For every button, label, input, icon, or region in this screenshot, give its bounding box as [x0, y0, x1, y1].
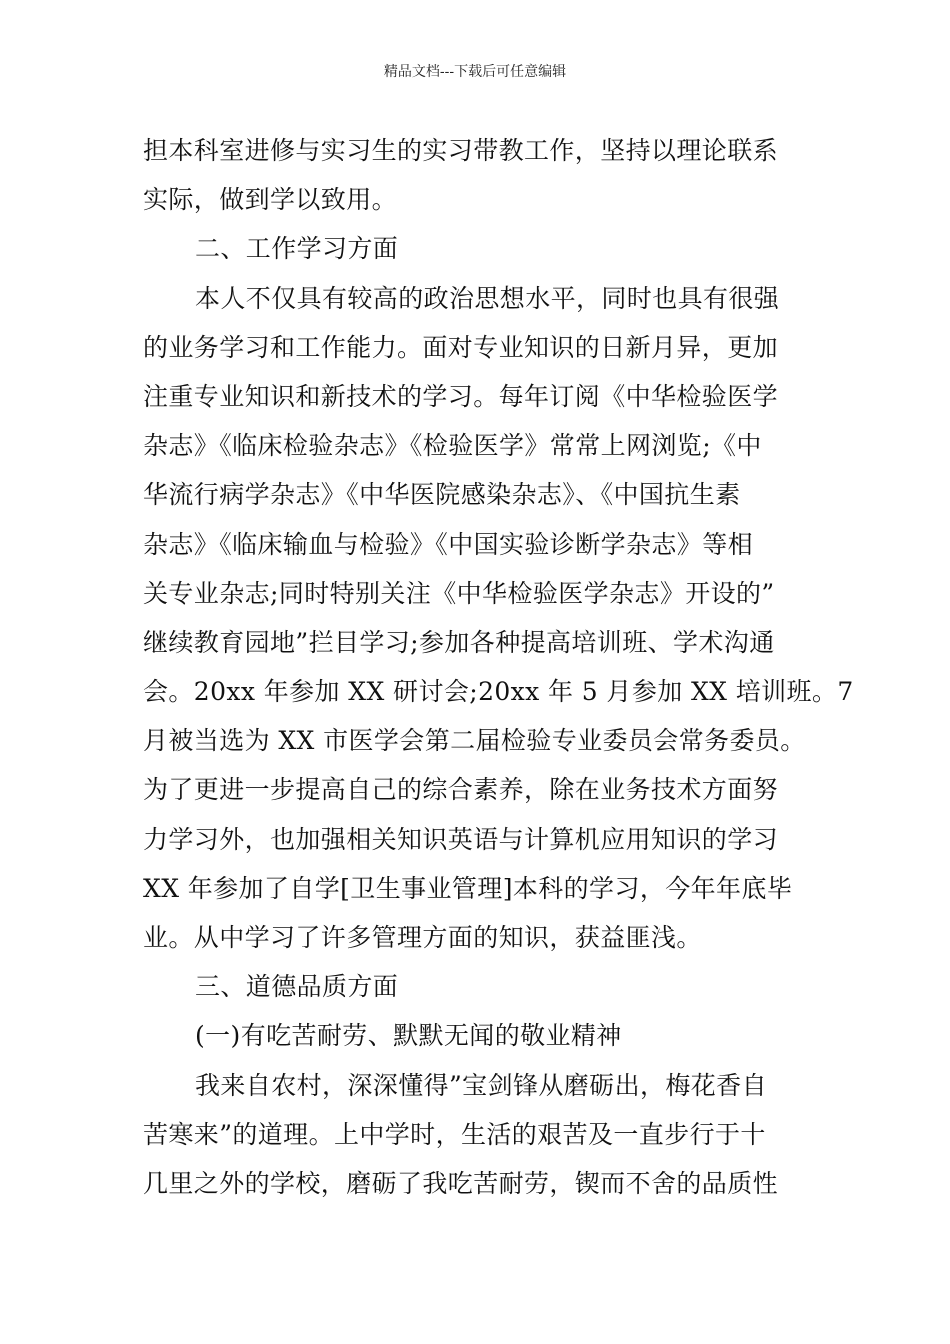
text-line: 华流行病学杂志》《中华医院感染杂志》、《中国抗生素 [143, 480, 741, 510]
text-line: 苦寒来”的道理。上中学时，生活的艰苦及一直步行于十 [143, 1119, 766, 1149]
text-line: XX 年参加了自学[卫生事业管理]本科的学习，今年年底毕 [143, 873, 793, 903]
text-line: 月被当选为 XX 市医学会第二届检验专业委员会常务委员。 [143, 726, 806, 756]
text-line: 力学习外，也加强相关知识英语与计算机应用知识的学习 [143, 824, 779, 854]
text-line: 担本科室进修与实习生的实习带教工作，坚持以理论联系 [143, 136, 779, 165]
text-line: 实际，做到学以致用。 [143, 185, 398, 215]
text-line: (一)有吃苦耐劳、默默无闻的敬业精神 [195, 1021, 622, 1051]
page-header: 精品文档---下载后可任意编辑 [383, 64, 567, 80]
text-line: 杂志》《临床输血与检验》《中国实验诊断学杂志》等相 [143, 529, 754, 559]
text-line: 三、道德品质方面 [195, 972, 399, 1002]
text-line: 会。20xx 年参加 XX 研讨会;20xx 年 5 月参加 XX 培训班。7 [143, 677, 854, 707]
text-line: 我来自农村，深深懂得”宝剑锋从磨砺出，梅花香自 [195, 1070, 767, 1100]
text-line: 本人不仅具有较高的政治思想水平，同时也具有很强 [195, 283, 780, 313]
text-line: 杂志》《临床检验杂志》《检验医学》常常上网浏览;《中 [143, 431, 762, 461]
document-body [143, 126, 854, 1208]
text-line: 几里之外的学校，磨砺了我吃苦耐劳，锲而不舍的品质性 [143, 1168, 779, 1198]
text-line: 关专业杂志;同时特别关注《中华检验医学杂志》开设的” [143, 578, 775, 608]
text-line: 继续教育园地”拦目学习;参加各种提高培训班、学术沟通 [143, 627, 775, 657]
text-line: 业。从中学习了许多管理方面的知识，获益匪浅。 [143, 923, 702, 952]
text-line: 的业务学习和工作能力。面对专业知识的日新月异，更加 [143, 332, 779, 362]
text-line: 注重专业知识和新技术的学习。每年订阅《中华检验医学 [143, 381, 779, 411]
text-line: 为了更进一步提高自己的综合素养，除在业务技术方面努 [143, 775, 779, 805]
text-line: 二、工作学习方面 [195, 234, 399, 264]
